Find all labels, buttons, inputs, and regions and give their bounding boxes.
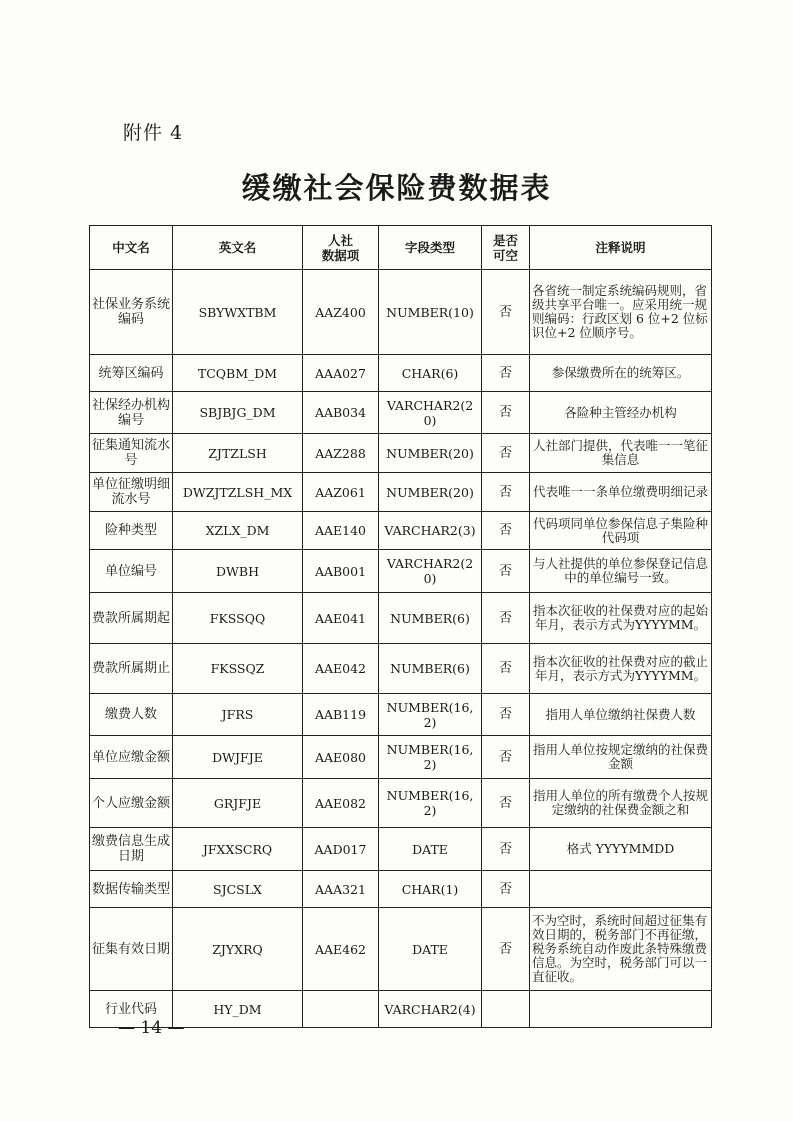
cell-chinese-name: 单位编号 xyxy=(90,550,173,593)
cell-data-item: AAB001 xyxy=(303,550,379,593)
cell-field-type: NUMBER(6) xyxy=(379,644,482,694)
cell-field-type: CHAR(1) xyxy=(379,871,482,908)
cell-notes: 与人社提供的单位参保登记信息中的单位编号一致。 xyxy=(530,550,712,593)
cell-notes: 各险种主管经办机构 xyxy=(530,392,712,434)
cell-nullable: 否 xyxy=(482,779,530,828)
header-english-name: 英文名 xyxy=(173,226,303,270)
table-row xyxy=(90,512,712,550)
cell-data-item: AAE462 xyxy=(303,908,379,991)
cell-english-name: JFXXSCRQ xyxy=(173,828,303,871)
cell-notes: 指本次征收的社保费对应的截止年月，表示方式为YYYYMM。 xyxy=(530,644,712,694)
table-row xyxy=(90,355,712,392)
cell-english-name: DWBH xyxy=(173,550,303,593)
cell-field-type: NUMBER(16,2) xyxy=(379,779,482,828)
header-chinese-name: 中文名 xyxy=(90,226,173,270)
header-data-item: 人社 数据项 xyxy=(303,226,379,270)
cell-notes: 不为空时，系统时间超过征集有效日期的，税务部门不再征缴，税务系统自动作废此条特殊缴费信息。为空时，税务部门可以一直征收。 xyxy=(530,908,712,991)
cell-nullable xyxy=(482,991,530,1028)
cell-notes: 指用人单位按规定缴纳的社保费金额 xyxy=(530,736,712,779)
cell-english-name: SBYWXTBM xyxy=(173,270,303,355)
cell-nullable: 否 xyxy=(482,434,530,473)
cell-data-item: AAZ400 xyxy=(303,270,379,355)
cell-data-item: AAE041 xyxy=(303,593,379,644)
cell-notes: 指用人单位的所有缴费个人按规定缴纳的社保费金额之和 xyxy=(530,779,712,828)
cell-nullable: 否 xyxy=(482,473,530,512)
cell-english-name: ZJTZLSH xyxy=(173,434,303,473)
cell-chinese-name: 缴费人数 xyxy=(90,694,173,736)
cell-chinese-name: 个人应缴金额 xyxy=(90,779,173,828)
cell-notes: 各省统一制定系统编码规则，省级共享平台唯一。应采用统一规则编码：行政区划 6 位+2 位标识位+2 位顺序号。 xyxy=(530,270,712,355)
cell-nullable: 否 xyxy=(482,871,530,908)
table-row xyxy=(90,644,712,694)
table-row xyxy=(90,908,712,991)
cell-chinese-name: 险种类型 xyxy=(90,512,173,550)
cell-chinese-name: 征集通知流水号 xyxy=(90,434,173,473)
cell-nullable: 否 xyxy=(482,908,530,991)
cell-notes: 参保缴费所在的统筹区。 xyxy=(530,355,712,392)
cell-chinese-name: 统筹区编码 xyxy=(90,355,173,392)
table-row xyxy=(90,270,712,355)
cell-english-name: SBJBJG_DM xyxy=(173,392,303,434)
header-field-type: 字段类型 xyxy=(379,226,482,270)
cell-nullable: 否 xyxy=(482,392,530,434)
table-row xyxy=(90,392,712,434)
cell-notes: 指用人单位缴纳社保费人数 xyxy=(530,694,712,736)
data-table xyxy=(89,225,712,1028)
cell-nullable: 否 xyxy=(482,512,530,550)
cell-english-name: FKSSQZ xyxy=(173,644,303,694)
cell-nullable: 否 xyxy=(482,694,530,736)
table-row xyxy=(90,828,712,871)
page-number: — 14 — xyxy=(118,1018,185,1038)
cell-english-name: XZLX_DM xyxy=(173,512,303,550)
cell-chinese-name: 缴费信息生成日期 xyxy=(90,828,173,871)
cell-field-type: NUMBER(10) xyxy=(379,270,482,355)
cell-english-name: GRJFJE xyxy=(173,779,303,828)
cell-chinese-name: 行业代码 xyxy=(90,991,173,1028)
cell-data-item: AAB034 xyxy=(303,392,379,434)
cell-nullable: 否 xyxy=(482,828,530,871)
cell-data-item: AAZ288 xyxy=(303,434,379,473)
cell-data-item: AAD017 xyxy=(303,828,379,871)
cell-chinese-name: 单位应缴金额 xyxy=(90,736,173,779)
cell-field-type: CHAR(6) xyxy=(379,355,482,392)
header-notes: 注释说明 xyxy=(530,226,712,270)
cell-notes: 格式 YYYYMMDD xyxy=(530,828,712,871)
cell-data-item: AAE082 xyxy=(303,779,379,828)
cell-notes: 代表唯一一条单位缴费明细记录 xyxy=(530,473,712,512)
table-row xyxy=(90,473,712,512)
cell-data-item xyxy=(303,991,379,1028)
cell-data-item: AAE140 xyxy=(303,512,379,550)
cell-english-name: ZJYXRQ xyxy=(173,908,303,991)
header-nullable: 是否 可空 xyxy=(482,226,530,270)
cell-nullable: 否 xyxy=(482,270,530,355)
cell-data-item: AAE080 xyxy=(303,736,379,779)
cell-notes: 人社部门提供，代表唯一一笔征集信息 xyxy=(530,434,712,473)
cell-data-item: AAA027 xyxy=(303,355,379,392)
cell-field-type: NUMBER(20) xyxy=(379,434,482,473)
cell-chinese-name: 社保业务系统编码 xyxy=(90,270,173,355)
cell-data-item: AAZ061 xyxy=(303,473,379,512)
cell-field-type: NUMBER(16,2) xyxy=(379,694,482,736)
cell-data-item: AAE042 xyxy=(303,644,379,694)
cell-field-type: DATE xyxy=(379,908,482,991)
document-title: 缓缴社会保险费数据表 xyxy=(241,171,552,205)
cell-field-type: VARCHAR2(20) xyxy=(379,550,482,593)
cell-nullable: 否 xyxy=(482,644,530,694)
cell-english-name: DWJFJE xyxy=(173,736,303,779)
cell-english-name: SJCSLX xyxy=(173,871,303,908)
cell-field-type: NUMBER(20) xyxy=(379,473,482,512)
cell-notes: 指本次征收的社保费对应的起始年月，表示方式为YYYYMM。 xyxy=(530,593,712,644)
cell-field-type: VARCHAR2(3) xyxy=(379,512,482,550)
cell-english-name: HY_DM xyxy=(173,991,303,1028)
cell-chinese-name: 数据传输类型 xyxy=(90,871,173,908)
cell-field-type: VARCHAR2(20) xyxy=(379,392,482,434)
cell-chinese-name: 征集有效日期 xyxy=(90,908,173,991)
cell-field-type: DATE xyxy=(379,828,482,871)
table-row xyxy=(90,736,712,779)
cell-field-type: NUMBER(16,2) xyxy=(379,736,482,779)
table-row xyxy=(90,434,712,473)
cell-data-item: AAA321 xyxy=(303,871,379,908)
cell-chinese-name: 费款所属期起 xyxy=(90,593,173,644)
cell-data-item: AAB119 xyxy=(303,694,379,736)
table-header-row xyxy=(90,226,712,270)
cell-notes: 代码项同单位参保信息子集险种代码项 xyxy=(530,512,712,550)
table-row xyxy=(90,871,712,908)
cell-nullable: 否 xyxy=(482,593,530,644)
cell-chinese-name: 单位征缴明细流水号 xyxy=(90,473,173,512)
cell-english-name: DWZJTZLSH_MX xyxy=(173,473,303,512)
table-row xyxy=(90,779,712,828)
table-row xyxy=(90,593,712,644)
cell-chinese-name: 费款所属期止 xyxy=(90,644,173,694)
table-row xyxy=(90,694,712,736)
cell-field-type: VARCHAR2(4) xyxy=(379,991,482,1028)
cell-nullable: 否 xyxy=(482,355,530,392)
cell-notes xyxy=(530,991,712,1028)
cell-chinese-name: 社保经办机构编号 xyxy=(90,392,173,434)
cell-nullable: 否 xyxy=(482,550,530,593)
table-row xyxy=(90,550,712,593)
cell-english-name: TCQBM_DM xyxy=(173,355,303,392)
cell-notes xyxy=(530,871,712,908)
cell-english-name: FKSSQQ xyxy=(173,593,303,644)
cell-english-name: JFRS xyxy=(173,694,303,736)
cell-nullable: 否 xyxy=(482,736,530,779)
attachment-label: 附件 4 xyxy=(123,122,184,144)
cell-field-type: NUMBER(6) xyxy=(379,593,482,644)
